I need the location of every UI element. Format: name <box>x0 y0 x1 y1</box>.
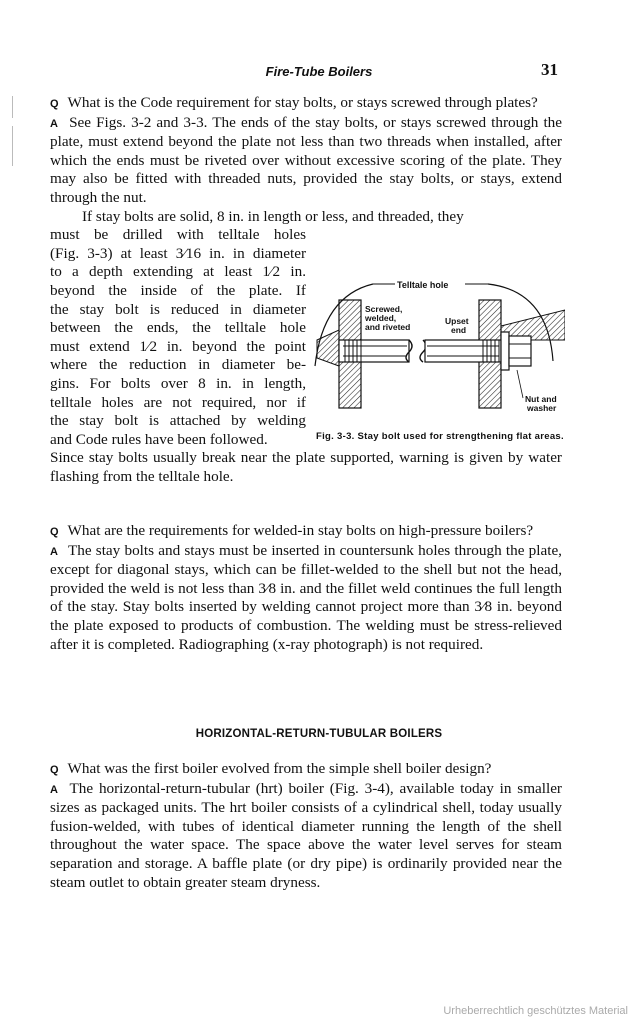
section-heading: HORIZONTAL-RETURN-TUBULAR BOILERS <box>195 728 443 740</box>
qa-block-hrt-boiler <box>50 760 562 892</box>
running-header: Fire-Tube Boilers <box>265 64 373 79</box>
column-line: the stay bolt is attached by welding <box>50 412 306 430</box>
column-line: must be drilled with telltale holes <box>50 226 306 244</box>
q-marker: Q <box>50 98 59 110</box>
label-end: end <box>451 325 467 335</box>
question-3-text: What was the first boiler evolved from the simple shell boiler design? <box>67 760 492 777</box>
answer-3 <box>50 780 562 893</box>
figure-stay-bolt <box>303 266 565 426</box>
answer-1 <box>50 114 562 208</box>
label-nut-and: Nut and <box>525 394 557 404</box>
column-line: gins. For bolts over 8 in. in length, <box>50 374 306 392</box>
qa-block-welded-stay-bolts <box>50 522 562 654</box>
paragraph-warning: Since stay bolts usually break near the plate supported, warning is given by water flashing from the telltale hole. <box>50 449 562 485</box>
washer <box>501 332 509 370</box>
stay-bolt-right <box>425 340 501 362</box>
figure-caption: Fig. 3-3. Stay bolt used for strengthening flat areas. <box>316 431 564 442</box>
margin-mark <box>12 96 13 118</box>
column-line: must extend 1⁄2 in. beyond the point <box>50 337 306 355</box>
q-marker: Q <box>50 764 59 776</box>
q-marker: Q <box>50 526 59 538</box>
label-telltale-hole: Telltale hole <box>397 280 449 290</box>
question-2-text: What are the requirements for welded-in stay bolts on high-pressure boilers? <box>67 522 534 539</box>
margin-mark <box>12 126 13 166</box>
column-line: the stay bolt is reduced in diameter <box>50 300 306 318</box>
question-1-text: What is the Code requirement for stay bolts, or stays screwed through plates? <box>67 94 538 111</box>
a-marker: A <box>50 117 58 130</box>
column-line: to a depth extending at least 1⁄2 in. <box>50 263 306 281</box>
a-marker: A <box>50 545 58 558</box>
answer-2-text: The stay bolts and stays must be inserted in countersunk holes through the plate, except for diagonal stays, which can be fillet-welded to the shell but not the head, provided the weld is not less than 3⁄8 in. and the fillet weld continues the full length of the stay. Stay bolts inserted by welding cannot project more than 3⁄8 in. beyond the plate exposed to products of combustion. The welding must be stress-relieved after it is completed. Radiographing (x-ray photograph) is not required. <box>50 541 562 653</box>
column-line: beyond the inside of the plate. If <box>50 281 306 299</box>
question-3 <box>50 760 562 780</box>
question-1 <box>50 94 562 114</box>
label-welded: welded, <box>365 313 397 323</box>
column-line: (Fig. 3-3) at least 3⁄16 in. in diameter <box>50 244 306 262</box>
column-line: between the ends, the telltale hole <box>50 319 306 337</box>
label-riveted: and riveted <box>365 322 411 332</box>
answer-2 <box>50 542 562 655</box>
nut <box>509 336 531 366</box>
column-line: where the reduction in diameter be- <box>50 356 306 374</box>
answer-3-text: The horizontal-return-tubular (hrt) boiler (Fig. 3-4), available today in smaller sizes as packaged units. The hrt boiler consists of a cylindrical shell, today usually fusion-welded, with tubes of identical diameter running the length of the shell throughout the water space. The space above the water level serves for steam separation and storage. A baffle plate (or dry pipe) is ordinarily provided near the steam outlet to obtain greater steam dryness. <box>50 779 562 891</box>
paragraph-telltale-intro: If stay bolts are solid, 8 in. in length or less, and threaded, they <box>82 207 464 225</box>
question-2 <box>50 522 562 542</box>
label-upset: Upset <box>445 316 469 326</box>
text-beside-figure <box>50 226 306 449</box>
label-washer: washer <box>527 403 557 413</box>
page-number: 31 <box>541 60 558 79</box>
a-marker: A <box>50 783 58 796</box>
copyright-watermark: Urheberrechtlich geschütztes Material <box>443 1005 628 1017</box>
label-screwed: Screwed, <box>365 304 403 314</box>
answer-1-text: See Figs. 3-2 and 3-3. The ends of the stay bolts, or stays screwed through the plate, must extend beyond the plate not less than two threads when installed, after which the ends must be riveted over without excessive scoring of the plate. They may also be fitted with threaded nuts, provided the stay bolts, or stays, extend through the nut. <box>50 113 563 206</box>
column-line: telltale holes are not required, nor if <box>50 393 306 411</box>
column-line: and Code rules have been followed. <box>50 430 268 448</box>
